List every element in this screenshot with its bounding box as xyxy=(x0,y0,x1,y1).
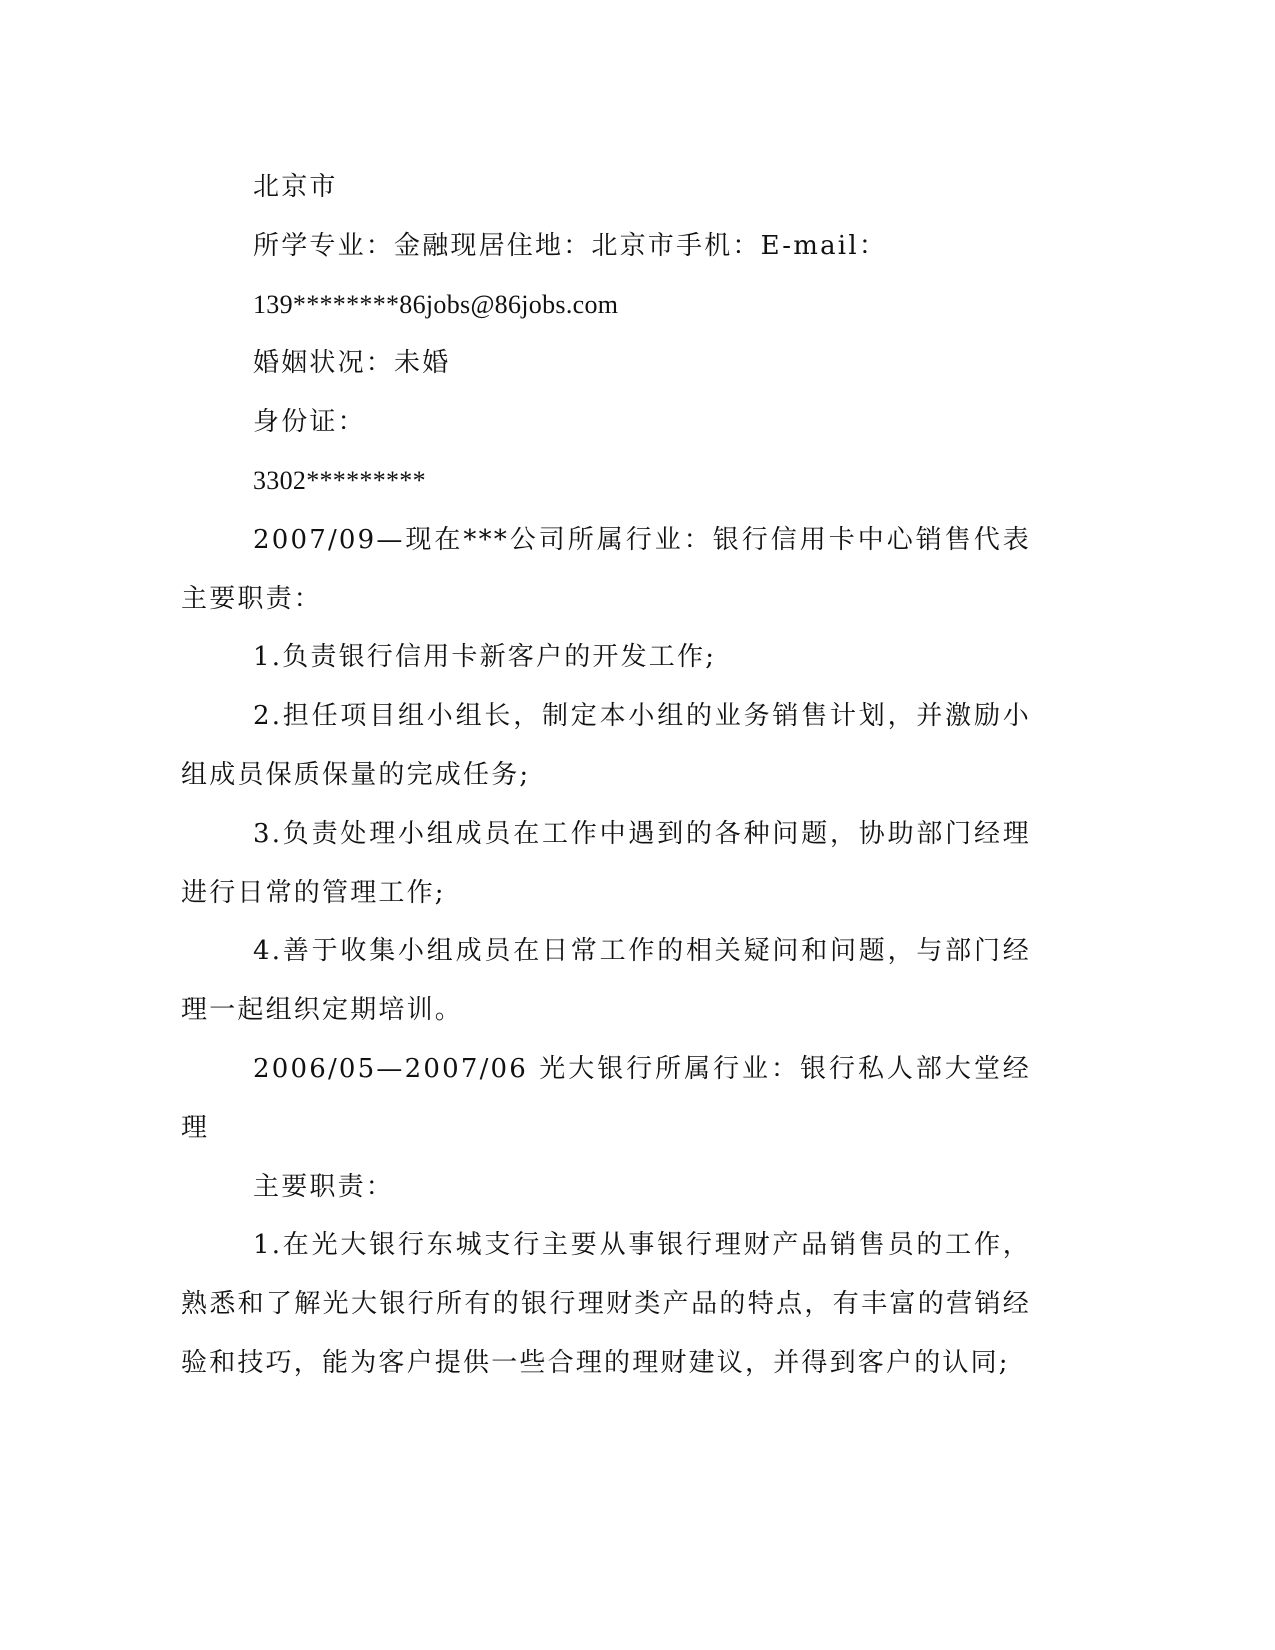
city-line: 北京市 xyxy=(253,172,338,202)
job-2-duties-label: 主要职责： xyxy=(253,1171,395,1202)
job-2-duty-1: 1.在光大银行东城支行主要从事银行理财产品销售员的工作，熟悉和了解光大银行所有的银行理财类产品的特点，有丰富的营销经验和技巧，能为客户提供一些合理的理财建议，并得到客户的认同; xyxy=(181,1230,1031,1378)
phone-email-line: 139********86jobs@86jobs.com xyxy=(253,289,619,319)
major-residence-line: 所学专业：金融现居住地：北京市手机：E-mail： xyxy=(253,230,888,261)
job-1-duty-2: 2.担任项目组小组长，制定本小组的业务销售计划，并激励小组成员保质保量的完成任务; xyxy=(181,701,1031,790)
job-1-heading: 2007/09—现在***公司所属行业：银行信用卡中心销售代表主要职责： xyxy=(181,524,1031,614)
id-card-number: 3302********* xyxy=(253,465,426,495)
resume-body xyxy=(181,158,1031,1393)
job-1-duty-4: 4.善于收集小组成员在日常工作的相关疑问和问题，与部门经理一起组织定期培训。 xyxy=(181,936,1031,1026)
job-1-duty-1: 1.负责银行信用卡新客户的开发工作; xyxy=(253,642,717,673)
marital-status-line: 婚姻状况：未婚 xyxy=(253,348,451,379)
job-2-heading: 2006/05—2007/06 光大银行所属行业：银行私人部大堂经理 xyxy=(181,1053,1031,1143)
id-card-label: 身份证： xyxy=(253,407,366,438)
job-1-duty-3: 3.负责处理小组成员在工作中遇到的各种问题，协助部门经理进行日常的管理工作; xyxy=(181,818,1031,908)
